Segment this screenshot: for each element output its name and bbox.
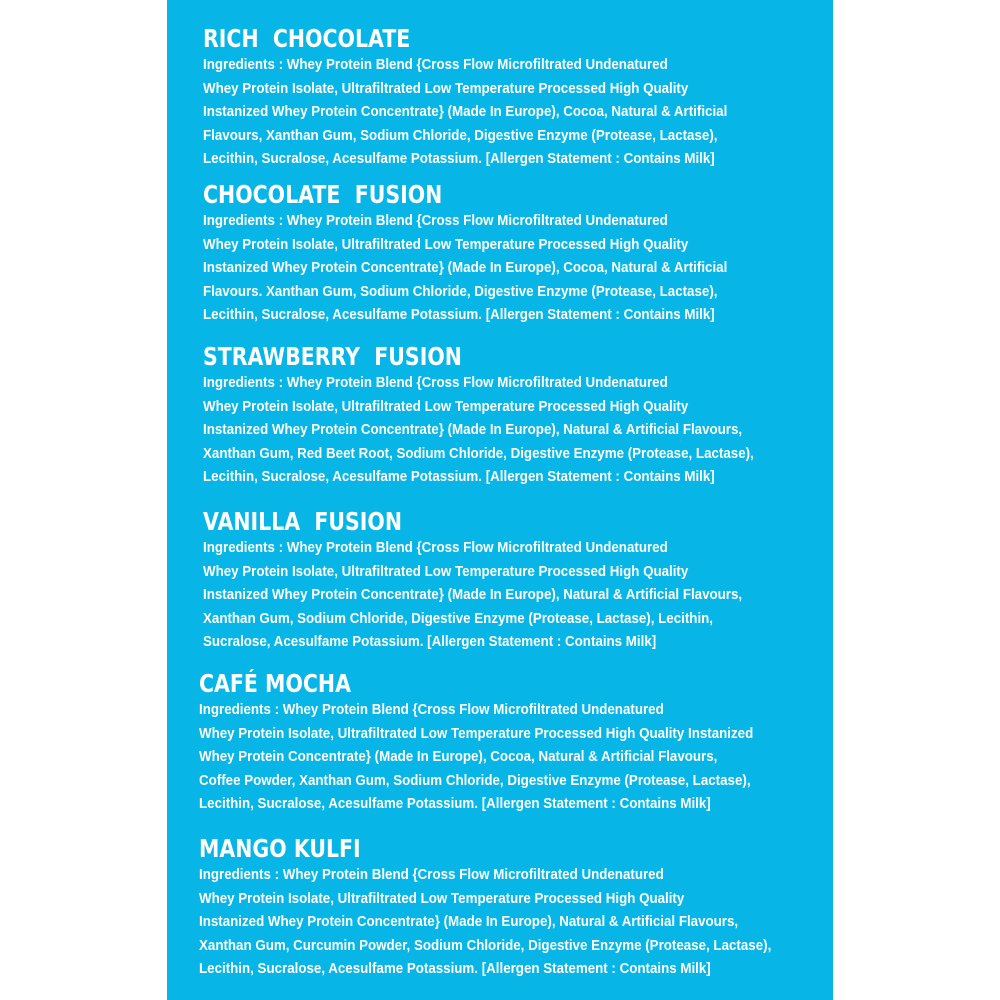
ingredients-line: Flavours, Xanthan Gum, Sodium Chloride, Digestive Enzyme (Protease, Lactase), [203,127,718,144]
ingredients-panel [167,0,833,1000]
ingredients-line: Ingredients : Whey Protein Blend {Cross Flow Microfiltrated Undenatured [199,702,664,718]
ingredients-line: Whey Protein Concentrate} (Made In Europe), Cocoa, Natural & Artificial Flavours, [199,749,718,765]
ingredients-line: Ingredients : Whey Protein Blend {Cross Flow Microfiltrated Undenatured [203,375,668,391]
flavour-section-strawberry-fusion [203,342,802,490]
ingredients-line: Ingredients : Whey Protein Blend {Cross Flow Microfiltrated Undenatured [203,57,668,73]
flavour-section-mango-kulfi [199,834,821,982]
ingredients-line: Ingredients : Whey Protein Blend {Cross Flow Microfiltrated Undenatured [203,213,668,229]
ingredients-line: Instanized Whey Protein Concentrate} (Made In Europe), Cocoa, Natural & Artificial [203,260,728,276]
ingredients-line: Lecithin, Sucralose, Acesulfame Potassium. [Allergen Statement : Contains Milk] [199,796,711,812]
ingredients-line: Whey Protein Isolate, Ultrafiltrated Low Temperature Processed High Quality [199,890,685,907]
flavour-title: MANGO KULFI [199,834,361,863]
ingredients-line: Xanthan Gum, Curcumin Powder, Sodium Chloride, Digestive Enzyme (Protease, Lactase), [199,937,772,954]
flavour-title: CAFÉ MOCHA [199,669,351,698]
ingredients-line: Instanized Whey Protein Concentrate} (Made In Europe), Natural & Artificial Flavours, [203,422,743,438]
ingredients-line: Lecithin, Sucralose, Acesulfame Potassium. [Allergen Statement : Contains Milk] [203,469,715,485]
flavour-title: STRAWBERRY FUSION [203,342,462,371]
ingredients-line: Whey Protein Isolate, Ultrafiltrated Low Temperature Processed High Quality [203,398,689,415]
ingredients-line: Xanthan Gum, Sodium Chloride, Digestive Enzyme (Protease, Lactase), Lecithin, [203,610,714,627]
flavour-section-chocolate-fusion [203,180,773,328]
ingredients-line: Ingredients : Whey Protein Blend {Cross Flow Microfiltrated Undenatured [199,867,664,883]
ingredients-line: Whey Protein Isolate, Ultrafiltrated Low Temperature Processed High Quality Instanized [199,725,754,742]
ingredients-line: Instanized Whey Protein Concentrate} (Made In Europe), Natural & Artificial Flavours, [199,914,739,930]
ingredients-line: Whey Protein Isolate, Ultrafiltrated Low Temperature Processed High Quality [203,236,689,253]
ingredients-line: Whey Protein Isolate, Ultrafiltrated Low Temperature Processed High Quality [203,563,689,580]
ingredients-line: Coffee Powder, Xanthan Gum, Sodium Chloride, Digestive Enzyme (Protease, Lactase), [199,772,751,789]
ingredients-line: Lecithin, Sucralose, Acesulfame Potassium. [Allergen Statement : Contains Milk] [203,307,715,323]
ingredients-line: Whey Protein Isolate, Ultrafiltrated Low Temperature Processed High Quality [203,80,689,97]
flavour-section-rich-chocolate [203,24,773,172]
ingredients-line: Sucralose, Acesulfame Potassium. [Allergen Statement : Contains Milk] [203,634,657,650]
ingredients-line: Lecithin, Sucralose, Acesulfame Potassium. [Allergen Statement : Contains Milk] [199,961,711,977]
flavour-section-cafe-mocha [199,669,801,817]
ingredients-line: Lecithin, Sucralose, Acesulfame Potassium. [Allergen Statement : Contains Milk] [203,151,715,167]
ingredients-line: Flavours. Xanthan Gum, Sodium Chloride, Digestive Enzyme (Protease, Lactase), [203,283,718,300]
ingredients-line: Instanized Whey Protein Concentrate} (Made In Europe), Natural & Artificial Flavours, [203,587,743,603]
ingredients-line: Xanthan Gum, Red Beet Root, Sodium Chloride, Digestive Enzyme (Protease, Lactase), [203,445,754,462]
flavour-title: RICH CHOCOLATE [203,24,411,53]
flavour-title: CHOCOLATE FUSION [203,180,443,209]
flavour-section-vanilla-fusion [203,507,789,655]
ingredients-line: Ingredients : Whey Protein Blend {Cross Flow Microfiltrated Undenatured [203,540,668,556]
ingredients-line: Instanized Whey Protein Concentrate} (Made In Europe), Cocoa, Natural & Artificial [203,104,728,120]
flavour-title: VANILLA FUSION [203,507,403,536]
